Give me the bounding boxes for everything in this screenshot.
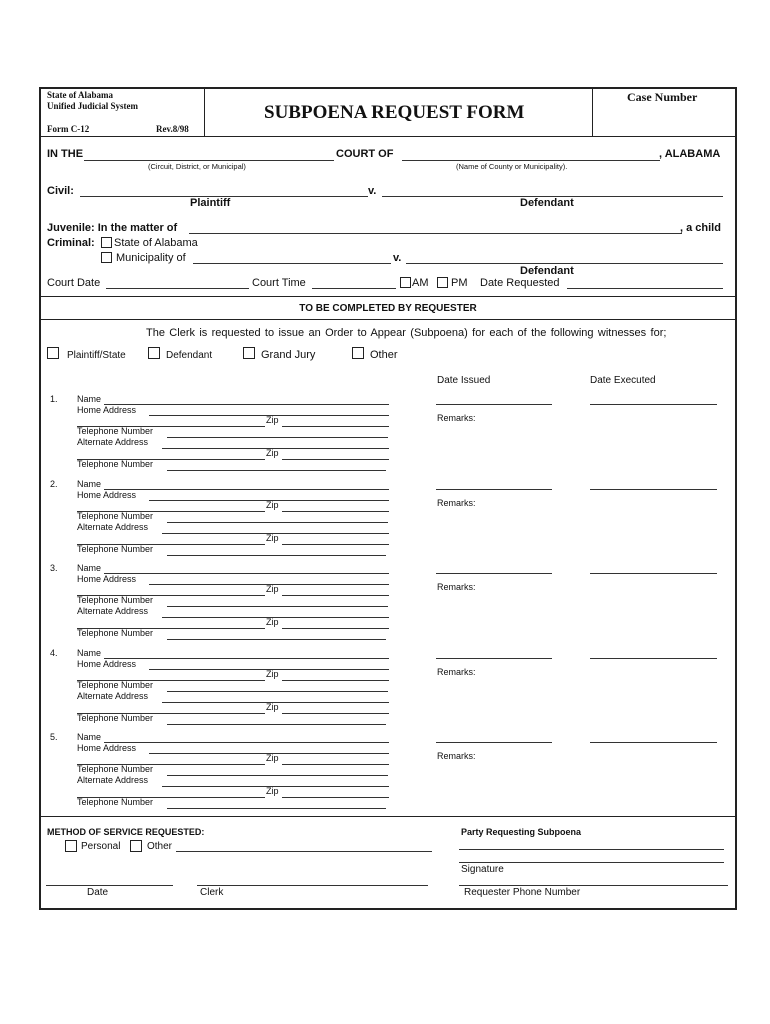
witness-4-alt-zip-label: Zip	[266, 702, 279, 712]
civil-versus: v.	[368, 185, 377, 197]
signature-field[interactable]	[459, 862, 724, 863]
criminal-versus: v.	[393, 252, 402, 264]
witness-3-home-address-label: Home Address	[77, 574, 137, 584]
state-label: State of Alabama	[47, 90, 113, 100]
witness-3-alt-zip-label: Zip	[266, 617, 279, 627]
witness-2-remarks-label: Remarks:	[437, 498, 476, 508]
court-date-field[interactable]	[106, 288, 249, 289]
witness-2-name-field[interactable]	[104, 489, 389, 490]
witness-2-telephone-field[interactable]	[167, 522, 388, 523]
witness-2-alt-telephone-field[interactable]	[167, 555, 386, 556]
witness-4-date-issued-field[interactable]	[436, 658, 552, 659]
juvenile-child-label: , a child	[680, 222, 721, 234]
witness-3-alt-telephone-field[interactable]	[167, 639, 386, 640]
witness-3-telephone-label: Telephone Number	[77, 595, 154, 605]
other-label: Other	[370, 349, 398, 361]
witness-1-alt-address-label: Alternate Address	[77, 437, 149, 447]
witness-2-alt-zip-label: Zip	[266, 533, 279, 543]
clerk-field[interactable]	[197, 885, 428, 886]
witness-5-alt-zip-field[interactable]	[282, 797, 389, 798]
other-service-field[interactable]	[176, 851, 432, 852]
criminal-defendant-caption: Defendant	[520, 265, 574, 277]
witness-4-alt-address-label: Alternate Address	[77, 691, 149, 701]
defendant-checkbox[interactable]	[148, 347, 160, 359]
witness-2-alt-zip-field[interactable]	[282, 544, 389, 545]
witness-4-alt-telephone-label: Telephone Number	[77, 713, 154, 723]
witness-1-name-field[interactable]	[104, 404, 389, 405]
witness-4-telephone-label: Telephone Number	[77, 680, 154, 690]
witness-2-date-executed-field[interactable]	[590, 489, 717, 490]
court-time-field[interactable]	[312, 288, 396, 289]
witness-1-home-zip-label: Zip	[266, 415, 279, 425]
court-type-hint: (Circuit, District, or Municipal)	[148, 162, 246, 171]
witness-4-home-zip-label: Zip	[266, 669, 279, 679]
witness-1-date-executed-field[interactable]	[590, 404, 717, 405]
witness-5-date-executed-field[interactable]	[590, 742, 717, 743]
witness-2-home-zip-label: Zip	[266, 500, 279, 510]
witness-4-home-address-label: Home Address	[77, 659, 137, 669]
witness-4-number: 4.	[50, 648, 58, 658]
witness-5-telephone-label: Telephone Number	[77, 764, 154, 774]
witness-1-alt-zip-field[interactable]	[282, 459, 389, 460]
witness-1-date-issued-field[interactable]	[436, 404, 552, 405]
am-label: AM	[412, 277, 429, 289]
witness-1-name-label: Name	[77, 394, 102, 404]
witness-5-home-zip-label: Zip	[266, 753, 279, 763]
date-field[interactable]	[46, 885, 173, 886]
witness-5-number: 5.	[50, 732, 58, 742]
criminal-label: Criminal:	[47, 237, 95, 249]
date-requested-field[interactable]	[567, 288, 723, 289]
witness-5-name-field[interactable]	[104, 742, 389, 743]
witness-1-alt-telephone-label: Telephone Number	[77, 459, 154, 469]
witness-3-number: 3.	[50, 563, 58, 573]
defendant-label: Defendant	[166, 350, 213, 361]
witness-5-alt-zip-label: Zip	[266, 786, 279, 796]
witness-4-home-zip-field[interactable]	[282, 680, 389, 681]
date-caption: Date	[87, 887, 109, 898]
header-divider-left	[204, 87, 205, 136]
pm-checkbox[interactable]	[437, 277, 448, 288]
header-bottom-rule	[39, 136, 737, 137]
civil-plaintiff-caption: Plaintiff	[190, 197, 231, 209]
witness-5-date-issued-field[interactable]	[436, 742, 552, 743]
witness-3-date-issued-field[interactable]	[436, 573, 552, 574]
juvenile-name-field[interactable]	[189, 233, 682, 234]
witness-4-name-label: Name	[77, 648, 102, 658]
grand-jury-checkbox[interactable]	[243, 347, 255, 359]
county-field[interactable]	[402, 160, 660, 161]
date-requested-label: Date Requested	[480, 277, 560, 289]
requester-phone-field[interactable]	[459, 885, 728, 886]
personal-label: Personal	[81, 841, 121, 852]
witness-1-alt-zip-label: Zip	[266, 448, 279, 458]
witness-2-number: 2.	[50, 479, 58, 489]
witness-3-alt-address-label: Alternate Address	[77, 606, 149, 616]
service-label: METHOD OF SERVICE REQUESTED:	[47, 827, 205, 837]
witness-3-name-field[interactable]	[104, 573, 389, 574]
witness-5-alt-telephone-field[interactable]	[167, 808, 386, 809]
witness-5-remarks-label: Remarks:	[437, 751, 476, 761]
form-revision: Rev.8/98	[156, 124, 189, 134]
witness-4-date-executed-field[interactable]	[590, 658, 717, 659]
witness-3-telephone-field[interactable]	[167, 606, 388, 607]
civil-defendant-caption: Defendant	[520, 197, 574, 209]
in-the-label: IN THE	[47, 148, 84, 160]
court-type-field[interactable]	[84, 160, 334, 161]
form-number: Form C-12	[47, 124, 90, 134]
witness-5-telephone-field[interactable]	[167, 775, 388, 776]
witness-5-alt-address-label: Alternate Address	[77, 775, 149, 785]
clerk-caption: Clerk	[200, 887, 224, 898]
alabama-label: , ALABAMA	[659, 148, 721, 160]
system-label: Unified Judicial System	[47, 101, 139, 111]
court-date-label: Court Date	[47, 277, 101, 289]
municipality-field[interactable]	[193, 263, 391, 264]
pm-label: PM	[451, 277, 468, 289]
am-checkbox[interactable]	[400, 277, 411, 288]
witness-3-name-label: Name	[77, 563, 102, 573]
section-top-rule	[39, 296, 737, 297]
service-top-rule	[39, 816, 737, 817]
witness-2-home-zip-field[interactable]	[282, 511, 389, 512]
municipality-option: Municipality of	[116, 252, 186, 264]
witness-1-home-zip-field[interactable]	[282, 426, 389, 427]
grand-jury-label: Grand Jury	[261, 349, 316, 361]
municipality-checkbox[interactable]	[101, 252, 112, 263]
page-title: SUBPOENA REQUEST FORM	[264, 102, 525, 123]
witness-3-alt-zip-field[interactable]	[282, 628, 389, 629]
witness-2-alt-telephone-label: Telephone Number	[77, 544, 154, 554]
witness-3-date-executed-field[interactable]	[590, 573, 717, 574]
witness-2-home-address-label: Home Address	[77, 490, 137, 500]
witness-5-home-address-label: Home Address	[77, 743, 137, 753]
section-bottom-rule	[39, 319, 737, 320]
witness-2-telephone-label: Telephone Number	[77, 511, 154, 521]
witness-2-alt-address-label: Alternate Address	[77, 522, 149, 532]
court-time-label: Court Time	[252, 277, 306, 289]
witness-4-name-field[interactable]	[104, 658, 389, 659]
other-service-label: Other	[147, 841, 173, 852]
witness-1-alt-telephone-field[interactable]	[167, 470, 386, 471]
witness-2-date-issued-field[interactable]	[436, 489, 552, 490]
header-divider-right	[592, 87, 593, 136]
witness-4-remarks-label: Remarks:	[437, 667, 476, 677]
county-hint: (Name of County or Municipality).	[456, 162, 568, 171]
party-label: Party Requesting Subpoena	[461, 827, 582, 837]
case-number-label: Case Number	[627, 90, 698, 104]
case-number-field[interactable]	[598, 106, 730, 132]
state-of-alabama-checkbox[interactable]	[101, 237, 112, 248]
witness-5-name-label: Name	[77, 732, 102, 742]
witness-2-name-label: Name	[77, 479, 102, 489]
section-title: TO BE COMPLETED BY REQUESTER	[299, 303, 477, 314]
witness-4-alt-telephone-field[interactable]	[167, 724, 386, 725]
date-executed-header: Date Executed	[590, 375, 656, 386]
signature-caption: Signature	[461, 864, 504, 875]
witness-5-alt-telephone-label: Telephone Number	[77, 797, 154, 807]
court-of-label: COURT OF	[336, 148, 394, 160]
witness-3-home-zip-field[interactable]	[282, 595, 389, 596]
witness-1-number: 1.	[50, 394, 58, 404]
witness-1-telephone-field[interactable]	[167, 437, 388, 438]
witness-1-home-address-label: Home Address	[77, 405, 137, 415]
witness-1-telephone-label: Telephone Number	[77, 426, 154, 436]
other-service-checkbox[interactable]	[130, 840, 142, 852]
witness-4-telephone-field[interactable]	[167, 691, 388, 692]
civil-label: Civil:	[47, 185, 74, 197]
instructions: The Clerk is requested to issue an Order to Appear (Subpoena) for each of the following witnesses for;	[146, 327, 667, 339]
personal-checkbox[interactable]	[65, 840, 77, 852]
witness-5-home-zip-field[interactable]	[282, 764, 389, 765]
criminal-defendant-field[interactable]	[406, 263, 723, 264]
witness-4-alt-zip-field[interactable]	[282, 713, 389, 714]
state-of-alabama-option: State of Alabama	[114, 237, 198, 249]
witness-3-remarks-label: Remarks:	[437, 582, 476, 592]
plaintiff-state-label: Plaintiff/State	[67, 350, 126, 361]
witness-1-remarks-label: Remarks:	[437, 413, 476, 423]
juvenile-label: Juvenile: In the matter of	[47, 222, 178, 234]
witness-3-alt-telephone-label: Telephone Number	[77, 628, 154, 638]
other-checkbox[interactable]	[352, 347, 364, 359]
party-name-field[interactable]	[459, 849, 724, 850]
date-issued-header: Date Issued	[437, 375, 491, 386]
plaintiff-state-checkbox[interactable]	[47, 347, 59, 359]
requester-phone-caption: Requester Phone Number	[464, 887, 581, 898]
witness-3-home-zip-label: Zip	[266, 584, 279, 594]
